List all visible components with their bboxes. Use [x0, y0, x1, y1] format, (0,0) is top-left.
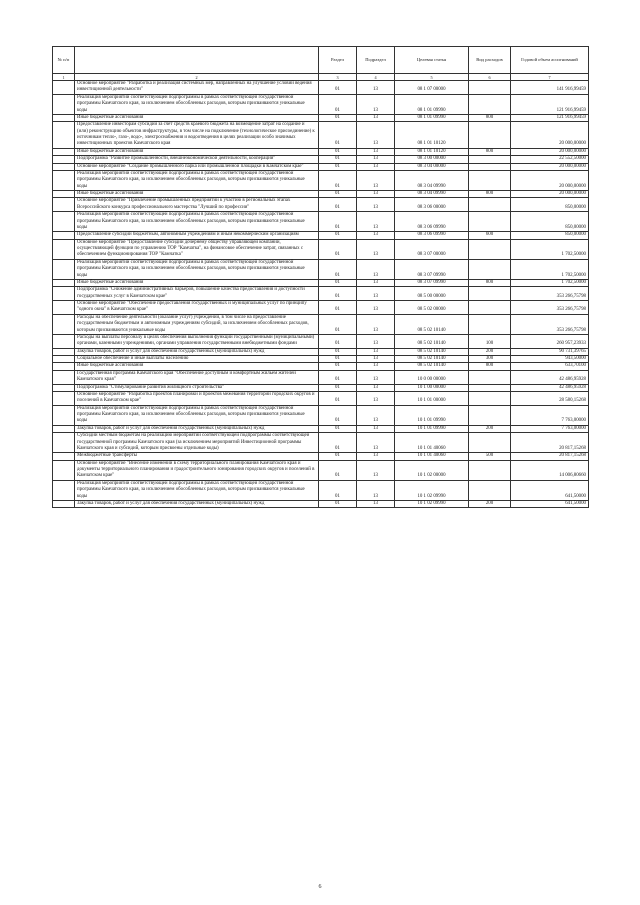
section-code: 01	[319, 122, 357, 149]
column-number: 5	[395, 74, 469, 81]
expense-type-code	[469, 405, 511, 425]
table-row	[53, 81, 589, 95]
row-number	[53, 94, 75, 114]
target-article-code: 10 1 02 09990	[395, 480, 469, 500]
expense-name: Реализация мероприятий соответствующей подпрограммы в рамках соответствующей государственной программы Камчатского края, за исключением обособленных расходов, которым присваиваются уникальные коды	[75, 259, 319, 279]
table-row	[53, 453, 589, 460]
subsection-code: 13	[357, 334, 395, 348]
section-code: 01	[319, 156, 357, 163]
amount-value: 121 916,99459	[511, 94, 589, 114]
row-number	[53, 453, 75, 460]
expense-type-code: 800	[469, 148, 511, 155]
row-number	[53, 191, 75, 198]
table-row	[53, 405, 589, 425]
table-row	[53, 391, 589, 405]
subsection-code: 13	[357, 314, 395, 334]
table-row	[53, 356, 589, 363]
subsection-code: 13	[357, 384, 395, 391]
column-number-row	[53, 74, 589, 81]
section-code: 01	[319, 163, 357, 170]
target-article-code: 08 5 00 00000	[395, 287, 469, 301]
table-row	[53, 480, 589, 500]
amount-value: 121 916,99459	[511, 114, 589, 121]
section-code: 01	[319, 370, 357, 384]
amount-value: 20 000,00000	[511, 163, 589, 170]
row-number	[53, 314, 75, 334]
target-article-code: 08 3 07 09990	[395, 259, 469, 279]
amount-value: 141 916,99459	[511, 81, 589, 95]
target-article-code: 08 3 06 00000	[395, 198, 469, 212]
expense-type-code	[469, 212, 511, 232]
amount-value: 42 486,95928	[511, 384, 589, 391]
subsection-code: 13	[357, 453, 395, 460]
section-code: 01	[319, 460, 357, 480]
section-code: 01	[319, 287, 357, 301]
expense-name: Реализация мероприятий соответствующей подпрограммы в рамках соответствующей государственной программы Камчатского края, за исключением обособленных расходов, которым присваиваются уникальные коды	[75, 480, 319, 500]
subsection-code: 13	[357, 81, 395, 95]
row-number	[53, 334, 75, 348]
table-row	[53, 301, 589, 315]
amount-value: 641,50000	[511, 500, 589, 507]
amount-value: 20 000,00000	[511, 122, 589, 149]
target-article-code: 08 1 07 00000	[395, 81, 469, 95]
expense-name: Расходы на обеспечение деятельности (оказание услуг) учреждений, в том числе на предоставление государственным бюджетным и автономным учреждениям субсидий, за исключением обособленных расходов, которым присваиваются уникальные коды	[75, 314, 319, 334]
subsection-code: 13	[357, 94, 395, 114]
table-row	[53, 163, 589, 170]
column-number: 7	[511, 74, 589, 81]
row-number	[53, 156, 75, 163]
target-article-code: 10 1 01 09990	[395, 405, 469, 425]
row-number	[53, 480, 75, 500]
expense-type-code	[469, 460, 511, 480]
subsection-code: 13	[357, 287, 395, 301]
expense-name: Подпрограмма "Стимулирование развития жилищного строительства"	[75, 384, 319, 391]
subsection-code: 13	[357, 156, 395, 163]
expense-name: Основное мероприятие "Разработка и реализация системных мер, направленных на улучшение условий ведения инвестиционной деятельности"	[75, 81, 319, 95]
subsection-code: 13	[357, 279, 395, 286]
target-article-code: 10 1 00 00000	[395, 384, 469, 391]
table-row	[53, 370, 589, 384]
section-code: 01	[319, 279, 357, 286]
expense-name: Основное мероприятие "Предоставление субсидии дочернему обществу управляющей компании, осуществляющей функции по управлению ТОР "Камчатка", на финансовое обеспечение затрат, связанных с обеспечением функционирования ТОР "Камчатка"	[75, 239, 319, 259]
section-code: 01	[319, 500, 357, 507]
amount-value: 633,70100	[511, 363, 589, 370]
table-row	[53, 122, 589, 149]
section-code: 01	[319, 212, 357, 232]
row-number	[53, 425, 75, 432]
subsection-code: 13	[357, 370, 395, 384]
table-row	[53, 212, 589, 232]
section-code: 01	[319, 170, 357, 190]
budget-table	[52, 46, 589, 508]
subsection-code: 13	[357, 433, 395, 453]
target-article-code: 08 3 06 09990	[395, 232, 469, 239]
section-code: 01	[319, 314, 357, 334]
target-article-code: 08 5 02 10140	[395, 356, 469, 363]
table-row	[53, 156, 589, 163]
amount-value: 20 000,00000	[511, 148, 589, 155]
amount-value: 1 702,50000	[511, 259, 589, 279]
table-row	[53, 114, 589, 121]
table-row	[53, 500, 589, 507]
subsection-code: 13	[357, 356, 395, 363]
expense-name: Субсидии местным бюджетам на реализацию мероприятий соответствующей подпрограммы соответствующей государственной программы Камчатского края (за исключением мероприятий Инвестиционной программы Камчатского края и субсидий, которым присвоены отдельные коды)	[75, 433, 319, 453]
section-code: 01	[319, 433, 357, 453]
amount-value: 28 580,15268	[511, 391, 589, 405]
amount-value: 1 702,50000	[511, 239, 589, 259]
section-code: 01	[319, 239, 357, 259]
expense-type-code: 800	[469, 279, 511, 286]
subsection-code: 13	[357, 198, 395, 212]
subsection-code: 13	[357, 114, 395, 121]
header-target-article: Целевая статья	[395, 47, 469, 74]
subsection-code: 13	[357, 191, 395, 198]
amount-value: 641,50000	[511, 480, 589, 500]
expense-name: Основное мероприятие "Разработка проектов планировки и проектов межевания территорий городских округов и поселений в Камчатском крае"	[75, 391, 319, 405]
expense-type-code	[469, 122, 511, 149]
header-num: № п/п	[53, 47, 75, 74]
section-code: 01	[319, 191, 357, 198]
subsection-code: 13	[357, 170, 395, 190]
table-row	[53, 425, 589, 432]
table-row	[53, 384, 589, 391]
target-article-code: 10 0 00 00000	[395, 370, 469, 384]
expense-type-code: 600	[469, 232, 511, 239]
row-number	[53, 384, 75, 391]
expense-name: Иные бюджетные ассигнования	[75, 363, 319, 370]
row-number	[53, 114, 75, 121]
row-number	[53, 122, 75, 149]
subsection-code: 13	[357, 259, 395, 279]
row-number	[53, 259, 75, 279]
table-row	[53, 279, 589, 286]
table-row	[53, 198, 589, 212]
expense-type-code: 800	[469, 114, 511, 121]
section-code: 01	[319, 480, 357, 500]
expense-type-code	[469, 259, 511, 279]
row-number	[53, 170, 75, 190]
expense-name: Закупка товаров, работ и услуг для обеспечения государственных (муниципальных) нужд	[75, 425, 319, 432]
header-row	[53, 47, 589, 74]
amount-value: 850,00000	[511, 212, 589, 232]
row-number	[53, 212, 75, 232]
section-code: 01	[319, 198, 357, 212]
subsection-code: 13	[357, 391, 395, 405]
target-article-code: 08 5 02 10140	[395, 314, 469, 334]
header-expense-type: Вид расходов	[469, 47, 511, 74]
row-number	[53, 391, 75, 405]
amount-value: 90 731,39765	[511, 348, 589, 355]
column-number: 1	[53, 74, 75, 81]
target-article-code: 08 3 07 00000	[395, 239, 469, 259]
row-number	[53, 239, 75, 259]
section-code: 01	[319, 356, 357, 363]
expense-type-code	[469, 198, 511, 212]
row-number	[53, 287, 75, 301]
expense-type-code	[469, 170, 511, 190]
expense-name: Реализация мероприятий соответствующей подпрограммы в рамках соответствующей государственной программы Камчатского края, за исключением обособленных расходов, которым присваиваются уникальные коды	[75, 405, 319, 425]
table-row	[53, 94, 589, 114]
subsection-code: 13	[357, 212, 395, 232]
section-code: 01	[319, 453, 357, 460]
target-article-code: 08 1 01 09990	[395, 94, 469, 114]
expense-type-code	[469, 163, 511, 170]
expense-name: Предоставление субсидий бюджетным, автономным учреждениям и иным некоммерческим организациям	[75, 232, 319, 239]
target-article-code: 08 1 01 10120	[395, 148, 469, 155]
expense-name: Реализация мероприятий соответствующей подпрограммы в рамках соответствующей государственной программы Камчатского края, за исключением обособленных расходов, которым присваиваются уникальные коды	[75, 170, 319, 190]
expense-type-code	[469, 81, 511, 95]
target-article-code: 10 1 01 09990	[395, 425, 469, 432]
target-article-code: 08 3 04 09990	[395, 191, 469, 198]
expense-type-code	[469, 239, 511, 259]
expense-type-code	[469, 480, 511, 500]
target-article-code: 08 3 04 00000	[395, 163, 469, 170]
expense-name: Иные бюджетные ассигнования	[75, 114, 319, 121]
header-subsection: Подраздел	[357, 47, 395, 74]
subsection-code: 13	[357, 405, 395, 425]
table-body	[53, 81, 589, 508]
expense-type-code	[469, 384, 511, 391]
expense-name: Иные бюджетные ассигнования	[75, 148, 319, 155]
row-number	[53, 279, 75, 286]
section-code: 01	[319, 384, 357, 391]
column-number: 4	[357, 74, 395, 81]
expense-name: Основное мероприятие "Привлечение промышленных предприятий к участию в региональных этапах Всероссийского конкурса профессионального мастерства "Лучший по профессии"	[75, 198, 319, 212]
expense-type-code	[469, 94, 511, 114]
amount-value: 353 266,75798	[511, 301, 589, 315]
expense-type-code	[469, 391, 511, 405]
expense-type-code: 200	[469, 500, 511, 507]
section-code: 01	[319, 334, 357, 348]
expense-name: Предоставление инвесторам субсидий за счет средств краевого бюджета на возмещение затрат на создание и (или) реконструкцию объектов инфраструктуры, в том числе на подключение (технологическое присоединение) к источникам тепло-, газо-, водо-, электроснабжения и водоотведения в целях реализации особо значимых инвестиционных проектов Камчатского края	[75, 122, 319, 149]
target-article-code: 10 1 01 40060	[395, 453, 469, 460]
row-number	[53, 433, 75, 453]
expense-type-code	[469, 287, 511, 301]
expense-type-code: 200	[469, 348, 511, 355]
expense-type-code	[469, 314, 511, 334]
target-article-code: 08 3 06 09990	[395, 212, 469, 232]
table-row	[53, 191, 589, 198]
expense-type-code: 300	[469, 356, 511, 363]
header-amount: Годовой объем ассигнований	[511, 47, 589, 74]
amount-value: 22 552,50000	[511, 156, 589, 163]
header-name	[75, 47, 319, 74]
expense-name: Основное мероприятие "Обеспечение предоставления государственных и муниципальных услуг по принципу "одного окна" в Камчатском крае"	[75, 301, 319, 315]
subsection-code: 13	[357, 239, 395, 259]
column-number: 2	[75, 74, 319, 81]
table-row	[53, 287, 589, 301]
expense-name: Закупка товаров, работ и услуг для обеспечения государственных (муниципальных) нужд	[75, 348, 319, 355]
header-section: Раздел	[319, 47, 357, 74]
row-number	[53, 81, 75, 95]
target-article-code: 08 5 02 10140	[395, 363, 469, 370]
subsection-code: 13	[357, 500, 395, 507]
row-number	[53, 363, 75, 370]
target-article-code: 08 1 01 09990	[395, 114, 469, 121]
amount-value: 42 486,95928	[511, 370, 589, 384]
section-code: 01	[319, 301, 357, 315]
amount-value: 20 817,15268	[511, 433, 589, 453]
subsection-code: 13	[357, 163, 395, 170]
target-article-code: 10 1 02 00000	[395, 460, 469, 480]
row-number	[53, 405, 75, 425]
section-code: 01	[319, 391, 357, 405]
expense-type-code	[469, 370, 511, 384]
expense-type-code: 500	[469, 453, 511, 460]
table-row	[53, 433, 589, 453]
table-row	[53, 239, 589, 259]
expense-name: Иные бюджетные ассигнования	[75, 191, 319, 198]
expense-type-code: 100	[469, 334, 511, 348]
column-number: 3	[319, 74, 357, 81]
expense-name: Основное мероприятие "Внесение изменений в схему территориального планирования Камчатского края и документы территориального планирования и градостроительного зонирования городских округов и поселений в Камчатском крае"	[75, 460, 319, 480]
target-article-code: 08 1 01 10120	[395, 122, 469, 149]
row-number	[53, 370, 75, 384]
expense-type-code	[469, 156, 511, 163]
expense-type-code: 800	[469, 363, 511, 370]
row-number	[53, 198, 75, 212]
row-number	[53, 163, 75, 170]
section-code: 01	[319, 114, 357, 121]
page-number: 6	[318, 884, 322, 890]
section-code: 01	[319, 94, 357, 114]
section-code: 01	[319, 363, 357, 370]
expense-name: Основное мероприятие "Создание промышленного парка или промышленной площадки в Камчатском крае"	[75, 163, 319, 170]
target-article-code: 10 1 01 00000	[395, 391, 469, 405]
section-code: 01	[319, 148, 357, 155]
target-article-code: 10 1 02 09990	[395, 500, 469, 507]
expense-type-code	[469, 301, 511, 315]
expense-type-code	[469, 433, 511, 453]
table-row	[53, 348, 589, 355]
expense-name: Реализация мероприятий соответствующей подпрограммы в рамках соответствующей государственной программы Камчатского края, за исключением обособленных расходов, которым присваиваются уникальные коды	[75, 212, 319, 232]
amount-value: 353 266,75798	[511, 287, 589, 301]
amount-value: 7 763,00000	[511, 425, 589, 432]
subsection-code: 13	[357, 363, 395, 370]
expense-name: Расходы на выплаты персоналу в целях обеспечения выполнения функций государственными (муниципальными) органами, казенными учреждениями, органами управления государственными внебюджетными фондами	[75, 334, 319, 348]
expense-type-code: 200	[469, 425, 511, 432]
row-number	[53, 500, 75, 507]
subsection-code: 13	[357, 232, 395, 239]
subsection-code: 13	[357, 301, 395, 315]
section-code: 01	[319, 81, 357, 95]
row-number	[53, 148, 75, 155]
subsection-code: 13	[357, 348, 395, 355]
amount-value: 260 957,23933	[511, 334, 589, 348]
table-header	[53, 47, 589, 81]
amount-value: 20 817,15268	[511, 453, 589, 460]
table-row	[53, 170, 589, 190]
expense-name: Подпрограмма "Развитие промышленности, внешнеэкономической деятельности, кооперации"	[75, 156, 319, 163]
expense-name: Социальное обеспечение и иные выплаты населению	[75, 356, 319, 363]
table-row	[53, 232, 589, 239]
table-row	[53, 334, 589, 348]
expense-name: Иные бюджетные ассигнования	[75, 279, 319, 286]
subsection-code: 13	[357, 480, 395, 500]
target-article-code: 08 3 04 09990	[395, 170, 469, 190]
table-row	[53, 460, 589, 480]
amount-value: 20 000,00000	[511, 170, 589, 190]
expense-type-code: 800	[469, 191, 511, 198]
subsection-code: 13	[357, 122, 395, 149]
row-number	[53, 356, 75, 363]
target-article-code: 08 3 07 09990	[395, 279, 469, 286]
target-article-code: 08 5 02 00000	[395, 301, 469, 315]
expense-name: Реализация мероприятий соответствующей подпрограммы в рамках соответствующей государственной программы Камчатского края, за исключением обособленных расходов, которым присваиваются уникальные коды	[75, 94, 319, 114]
table-row	[53, 148, 589, 155]
table-row	[53, 314, 589, 334]
target-article-code: 08 3 00 00000	[395, 156, 469, 163]
expense-name: Государственная программа Камчатского края "Обеспечение доступным и комфортным жильем жителей Камчатского края"	[75, 370, 319, 384]
subsection-code: 13	[357, 425, 395, 432]
section-code: 01	[319, 405, 357, 425]
expense-name: Подпрограмма "Снижение административных барьеров, повышение качества предоставления и доступности государственных услуг в Камчатском крае"	[75, 287, 319, 301]
section-code: 01	[319, 259, 357, 279]
subsection-code: 13	[357, 460, 395, 480]
amount-value: 353 266,75798	[511, 314, 589, 334]
row-number	[53, 301, 75, 315]
section-code: 01	[319, 348, 357, 355]
target-article-code: 08 5 02 10140	[395, 334, 469, 348]
subsection-code: 13	[357, 148, 395, 155]
expense-name: Межбюджетные трансферты	[75, 453, 319, 460]
target-article-code: 08 5 02 10140	[395, 348, 469, 355]
row-number	[53, 348, 75, 355]
target-article-code: 10 1 01 40060	[395, 433, 469, 453]
amount-value: 850,00000	[511, 198, 589, 212]
amount-value: 850,00000	[511, 232, 589, 239]
table-row	[53, 363, 589, 370]
row-number	[53, 460, 75, 480]
column-number: 6	[469, 74, 511, 81]
amount-value: 943,50000	[511, 356, 589, 363]
amount-value: 1 702,50000	[511, 279, 589, 286]
amount-value: 20 000,00000	[511, 191, 589, 198]
section-code: 01	[319, 425, 357, 432]
row-number	[53, 232, 75, 239]
section-code: 01	[319, 232, 357, 239]
expense-name: Закупка товаров, работ и услуг для обеспечения государственных (муниципальных) нужд	[75, 500, 319, 507]
amount-value: 14 006,80660	[511, 460, 589, 480]
table-row	[53, 259, 589, 279]
amount-value: 7 763,00000	[511, 405, 589, 425]
